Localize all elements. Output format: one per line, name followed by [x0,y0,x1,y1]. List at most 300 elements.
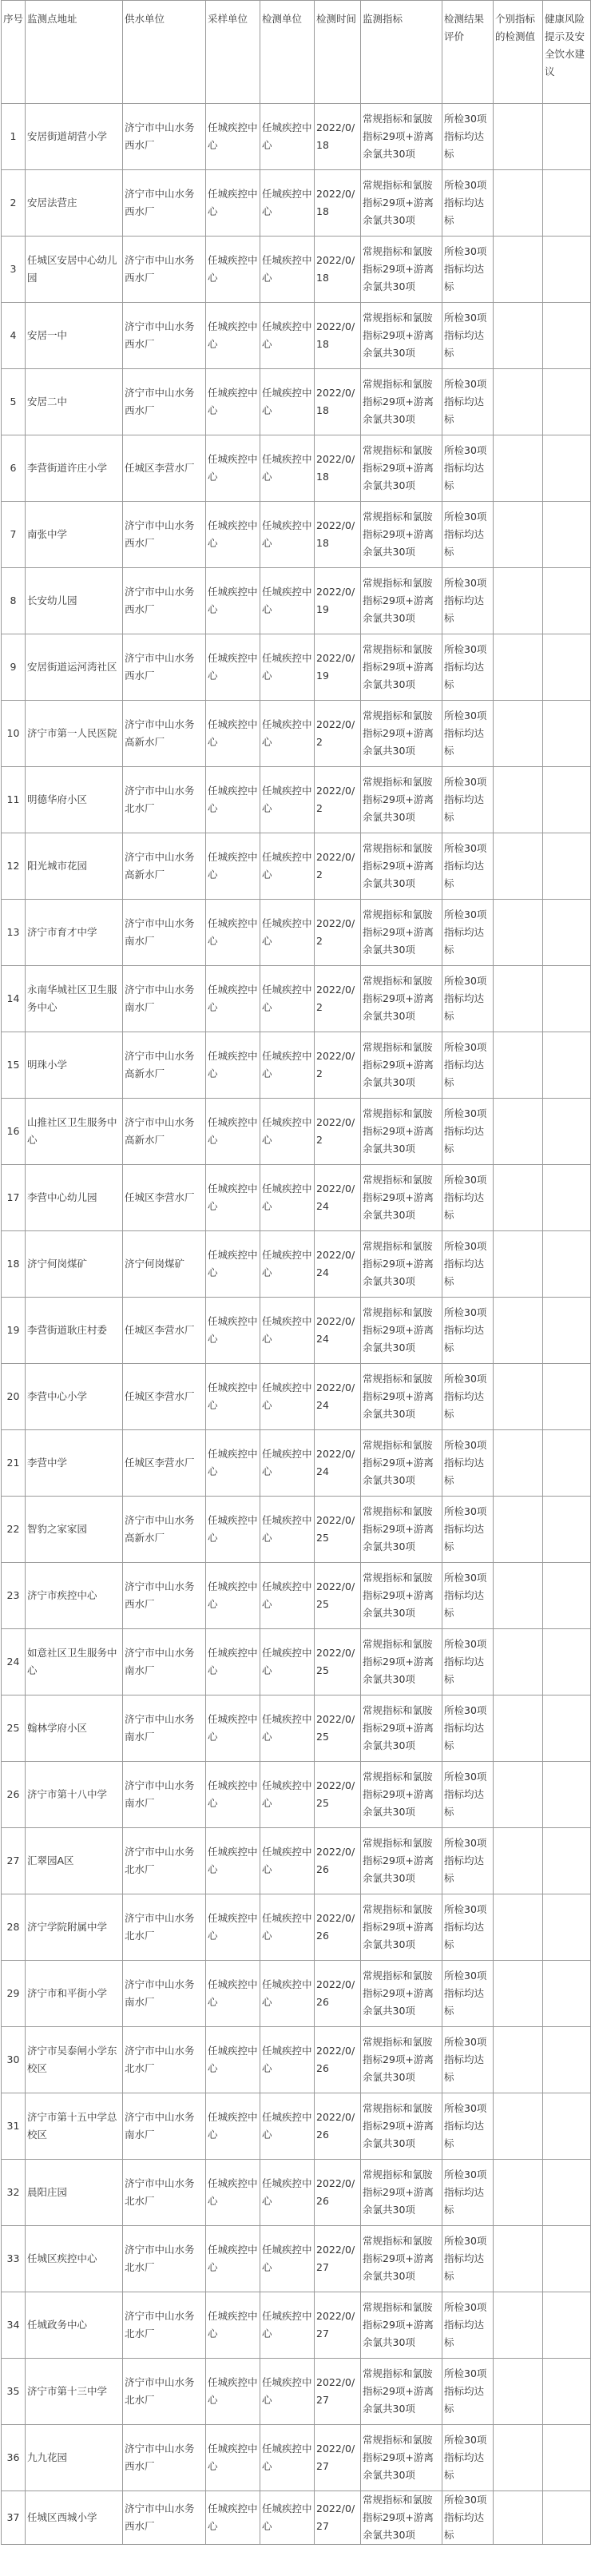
test-date-cell: 2022/0/27 [315,2491,361,2545]
test-date-cell: 2022/0/18 [315,435,361,502]
row-number-cell: 17 [2,1165,26,1231]
health-advice-cell [543,369,591,435]
health-advice-cell [543,1298,591,1364]
site-address-cell: 任城区安居中心幼儿园 [26,237,123,303]
test-date-cell: 2022/0/19 [315,634,361,701]
test-date-cell: 2022/0/2 [315,1032,361,1099]
result-evaluation-cell: 所检30项指标均达标 [442,2093,494,2160]
table-row [2,1762,591,1828]
indicator-cell: 常规指标和氯胺指标29项+游离余氯共30项 [361,1298,442,1364]
testing-unit-cell: 任城疾控中心 [260,1629,315,1695]
water-supplier-cell: 济宁市中山水务西水厂 [123,170,206,237]
test-date-cell: 2022/0/24 [315,1231,361,1298]
water-supplier-cell: 济宁市中山水务北水厂 [123,1828,206,1894]
indicator-value-cell [494,237,543,303]
table-row [2,1430,591,1497]
health-advice-cell [543,966,591,1032]
health-advice-cell [543,701,591,767]
indicator-cell: 常规指标和氯胺指标29项+游离余氯共30项 [361,1231,442,1298]
test-date-cell: 2022/0/24 [315,1298,361,1364]
indicator-cell: 常规指标和氯胺指标29项+游离余氯共30项 [361,237,442,303]
indicator-value-cell [494,170,543,237]
indicator-value-cell [494,1231,543,1298]
indicator-cell: 常规指标和氯胺指标29项+游离余氯共30项 [361,1364,442,1430]
indicator-cell: 常规指标和氯胺指标29项+游离余氯共30项 [361,1828,442,1894]
indicator-cell: 常规指标和氯胺指标29项+游离余氯共30项 [361,1563,442,1629]
test-date-cell: 2022/0/18 [315,369,361,435]
test-date-cell: 2022/0/25 [315,1762,361,1828]
sampling-unit-cell: 任城疾控中心 [206,369,260,435]
table-row [2,2359,591,2425]
testing-unit-cell: 任城疾控中心 [260,1364,315,1430]
indicator-value-cell [494,2160,543,2226]
test-date-cell: 2022/0/25 [315,1629,361,1695]
health-advice-cell [543,104,591,170]
indicator-cell: 常规指标和氯胺指标29项+游离余氯共30项 [361,1430,442,1497]
sampling-unit-cell: 任城疾控中心 [206,2093,260,2160]
result-evaluation-cell: 所检30项指标均达标 [442,104,494,170]
health-advice-cell [543,634,591,701]
site-address-cell: 翰林学府小区 [26,1695,123,1762]
health-advice-cell [543,1961,591,2027]
water-supplier-cell: 济宁市中山水务北水厂 [123,2160,206,2226]
site-address-cell: 长安幼儿园 [26,568,123,634]
header-cell: 检测单位 [260,1,315,104]
testing-unit-cell: 任城疾控中心 [260,833,315,900]
table-row [2,767,591,833]
testing-unit-cell: 任城疾控中心 [260,634,315,701]
water-supplier-cell: 任城区李营水厂 [123,1364,206,1430]
water-supplier-cell: 任城区李营水厂 [123,1430,206,1497]
result-evaluation-cell: 所检30项指标均达标 [442,1298,494,1364]
water-supplier-cell: 济宁市中山水务北水厂 [123,2027,206,2093]
test-date-cell: 2022/0/24 [315,1430,361,1497]
table-row [2,1231,591,1298]
water-supplier-cell: 济宁市中山水务南水厂 [123,1695,206,1762]
site-address-cell: 安居街道运河湾社区 [26,634,123,701]
test-date-cell: 2022/0/18 [315,303,361,369]
health-advice-cell [543,2027,591,2093]
indicator-cell: 常规指标和氯胺指标29项+游离余氯共30项 [361,833,442,900]
indicator-cell: 常规指标和氯胺指标29项+游离余氯共30项 [361,2093,442,2160]
health-advice-cell [543,2226,591,2292]
health-advice-cell [543,1828,591,1894]
result-evaluation-cell: 所检30项指标均达标 [442,170,494,237]
testing-unit-cell: 任城疾控中心 [260,966,315,1032]
site-address-cell: 明德华府小区 [26,767,123,833]
testing-unit-cell: 任城疾控中心 [260,1762,315,1828]
health-advice-cell [543,1231,591,1298]
site-address-cell: 李营中心小学 [26,1364,123,1430]
water-supplier-cell: 济宁市中山水务南水厂 [123,966,206,1032]
table-row [2,435,591,502]
site-address-cell: 智豹之家家园 [26,1497,123,1563]
testing-unit-cell: 任城疾控中心 [260,568,315,634]
result-evaluation-cell: 所检30项指标均达标 [442,966,494,1032]
result-evaluation-cell: 所检30项指标均达标 [442,237,494,303]
indicator-cell: 常规指标和氯胺指标29项+游离余氯共30项 [361,502,442,568]
indicator-cell: 常规指标和氯胺指标29项+游离余氯共30项 [361,1165,442,1231]
health-advice-cell [543,1364,591,1430]
table-row [2,2292,591,2359]
sampling-unit-cell: 任城疾控中心 [206,1894,260,1961]
testing-unit-cell: 任城疾控中心 [260,1828,315,1894]
row-number-cell: 15 [2,1032,26,1099]
test-date-cell: 2022/0/27 [315,2359,361,2425]
test-date-cell: 2022/0/2 [315,966,361,1032]
testing-unit-cell: 任城疾控中心 [260,237,315,303]
row-number-cell: 8 [2,568,26,634]
health-advice-cell [543,1563,591,1629]
test-date-cell: 2022/0/26 [315,2027,361,2093]
indicator-cell: 常规指标和氯胺指标29项+游离余氯共30项 [361,170,442,237]
site-address-cell: 安居法营庄 [26,170,123,237]
test-date-cell: 2022/0/26 [315,1894,361,1961]
testing-unit-cell: 任城疾控中心 [260,701,315,767]
indicator-value-cell [494,435,543,502]
row-number-cell: 12 [2,833,26,900]
row-number-cell: 22 [2,1497,26,1563]
testing-unit-cell: 任城疾控中心 [260,2027,315,2093]
site-address-cell: 晨阳庄园 [26,2160,123,2226]
table-row [2,2027,591,2093]
table-row [2,237,591,303]
row-number-cell: 37 [2,2491,26,2545]
water-supplier-cell: 济宁市中山水务西水厂 [123,237,206,303]
row-number-cell: 11 [2,767,26,833]
health-advice-cell [543,2292,591,2359]
result-evaluation-cell: 所检30项指标均达标 [442,1497,494,1563]
indicator-cell: 常规指标和氯胺指标29项+游离余氯共30项 [361,2226,442,2292]
testing-unit-cell: 任城疾控中心 [260,1298,315,1364]
test-date-cell: 2022/0/24 [315,1165,361,1231]
sampling-unit-cell: 任城疾控中心 [206,2160,260,2226]
header-cell: 序号 [2,1,26,104]
table-row [2,1563,591,1629]
indicator-value-cell [494,634,543,701]
testing-unit-cell: 任城疾控中心 [260,1032,315,1099]
sampling-unit-cell: 任城疾控中心 [206,1762,260,1828]
result-evaluation-cell: 所检30项指标均达标 [442,833,494,900]
table-row [2,1961,591,2027]
testing-unit-cell: 任城疾控中心 [260,170,315,237]
indicator-cell: 常规指标和氯胺指标29项+游离余氯共30项 [361,104,442,170]
site-address-cell: 如意社区卫生服务中心 [26,1629,123,1695]
water-supplier-cell: 济宁市中山水务西水厂 [123,2425,206,2491]
indicator-cell: 常规指标和氯胺指标29项+游离余氯共30项 [361,767,442,833]
row-number-cell: 32 [2,2160,26,2226]
test-date-cell: 2022/0/25 [315,1695,361,1762]
site-address-cell: 汇翠园A区 [26,1828,123,1894]
test-date-cell: 2022/0/25 [315,1497,361,1563]
health-advice-cell [543,1695,591,1762]
sampling-unit-cell: 任城疾控中心 [206,502,260,568]
result-evaluation-cell: 所检30项指标均达标 [442,634,494,701]
indicator-value-cell [494,2093,543,2160]
site-address-cell: 任城区西城小学 [26,2491,123,2545]
result-evaluation-cell: 所检30项指标均达标 [442,701,494,767]
health-advice-cell [543,1629,591,1695]
test-date-cell: 2022/0/2 [315,833,361,900]
sampling-unit-cell: 任城疾控中心 [206,104,260,170]
testing-unit-cell: 任城疾控中心 [260,303,315,369]
test-date-cell: 2022/0/27 [315,2226,361,2292]
indicator-value-cell [494,1762,543,1828]
water-supplier-cell: 济宁市中山水务高新水厂 [123,1032,206,1099]
row-number-cell: 10 [2,701,26,767]
sampling-unit-cell: 任城疾控中心 [206,1629,260,1695]
indicator-cell: 常规指标和氯胺指标29项+游离余氯共30项 [361,2425,442,2491]
health-advice-cell [543,1032,591,1099]
indicator-cell: 常规指标和氯胺指标29项+游离余氯共30项 [361,2160,442,2226]
testing-unit-cell: 任城疾控中心 [260,435,315,502]
site-address-cell: 李营街道许庄小学 [26,435,123,502]
testing-unit-cell: 任城疾控中心 [260,900,315,966]
indicator-value-cell [494,833,543,900]
sampling-unit-cell: 任城疾控中心 [206,1165,260,1231]
table-row [2,1099,591,1165]
health-advice-cell [543,1497,591,1563]
result-evaluation-cell: 所检30项指标均达标 [442,2359,494,2425]
site-address-cell: 济宁学院附属中学 [26,1894,123,1961]
water-supplier-cell: 济宁市中山水务西水厂 [123,634,206,701]
result-evaluation-cell: 所检30项指标均达标 [442,2491,494,2545]
indicator-value-cell [494,2027,543,2093]
row-number-cell: 14 [2,966,26,1032]
health-advice-cell [543,303,591,369]
water-supplier-cell: 济宁市中山水务西水厂 [123,104,206,170]
sampling-unit-cell: 任城疾控中心 [206,833,260,900]
table-row [2,369,591,435]
indicator-value-cell [494,1165,543,1231]
result-evaluation-cell: 所检30项指标均达标 [442,2160,494,2226]
test-date-cell: 2022/0/2 [315,701,361,767]
health-advice-cell [543,2093,591,2160]
table-row [2,634,591,701]
indicator-value-cell [494,1828,543,1894]
test-date-cell: 2022/0/25 [315,1563,361,1629]
indicator-cell: 常规指标和氯胺指标29项+游离余氯共30项 [361,303,442,369]
indicator-value-cell [494,568,543,634]
result-evaluation-cell: 所检30项指标均达标 [442,1762,494,1828]
indicator-cell: 常规指标和氯胺指标29项+游离余氯共30项 [361,900,442,966]
indicator-value-cell [494,2292,543,2359]
sampling-unit-cell: 任城疾控中心 [206,1497,260,1563]
health-advice-cell [543,2491,591,2545]
sampling-unit-cell: 任城疾控中心 [206,2425,260,2491]
health-advice-cell [543,1099,591,1165]
testing-unit-cell: 任城疾控中心 [260,1695,315,1762]
health-advice-cell [543,2160,591,2226]
indicator-value-cell [494,1961,543,2027]
site-address-cell: 济宁何岗煤矿 [26,1231,123,1298]
result-evaluation-cell: 所检30项指标均达标 [442,369,494,435]
water-supplier-cell: 济宁市中山水务北水厂 [123,2292,206,2359]
result-evaluation-cell: 所检30项指标均达标 [442,1695,494,1762]
site-address-cell: 济宁市和平街小学 [26,1961,123,2027]
site-address-cell: 济宁市第十八中学 [26,1762,123,1828]
row-number-cell: 16 [2,1099,26,1165]
water-supplier-cell: 济宁市中山水务西水厂 [123,1563,206,1629]
site-address-cell: 济宁市吴泰闸小学东校区 [26,2027,123,2093]
test-date-cell: 2022/0/2 [315,767,361,833]
water-supplier-cell: 济宁市中山水务西水厂 [123,369,206,435]
test-date-cell: 2022/0/18 [315,170,361,237]
sampling-unit-cell: 任城疾控中心 [206,1231,260,1298]
site-address-cell: 李营中心幼儿园 [26,1165,123,1231]
indicator-cell: 常规指标和氯胺指标29项+游离余氯共30项 [361,1762,442,1828]
sampling-unit-cell: 任城疾控中心 [206,568,260,634]
result-evaluation-cell: 所检30项指标均达标 [442,2226,494,2292]
testing-unit-cell: 任城疾控中心 [260,2359,315,2425]
result-evaluation-cell: 所检30项指标均达标 [442,502,494,568]
indicator-value-cell [494,966,543,1032]
table-row [2,303,591,369]
table-row [2,1298,591,1364]
indicator-cell: 常规指标和氯胺指标29项+游离余氯共30项 [361,2027,442,2093]
indicator-value-cell [494,2425,543,2491]
indicator-value-cell [494,1629,543,1695]
testing-unit-cell: 任城疾控中心 [260,2425,315,2491]
site-address-cell: 李营街道耿庄村委 [26,1298,123,1364]
water-supplier-cell: 济宁市中山水务南水厂 [123,1629,206,1695]
indicator-value-cell [494,2226,543,2292]
water-supplier-cell: 济宁市中山水务南水厂 [123,1762,206,1828]
health-advice-cell [543,435,591,502]
row-number-cell: 25 [2,1695,26,1762]
site-address-cell: 济宁市疾控中心 [26,1563,123,1629]
testing-unit-cell: 任城疾控中心 [260,2491,315,2545]
water-supplier-cell: 济宁市中山水务北水厂 [123,1894,206,1961]
row-number-cell: 5 [2,369,26,435]
water-supplier-cell: 济宁市中山水务南水厂 [123,2093,206,2160]
row-number-cell: 34 [2,2292,26,2359]
row-number-cell: 24 [2,1629,26,1695]
row-number-cell: 30 [2,2027,26,2093]
sampling-unit-cell: 任城疾控中心 [206,1430,260,1497]
test-date-cell: 2022/0/26 [315,2160,361,2226]
site-address-cell: 阳光城市花园 [26,833,123,900]
row-number-cell: 7 [2,502,26,568]
water-supplier-cell: 济宁市中山水务高新水厂 [123,1099,206,1165]
water-supplier-cell: 任城区李营水厂 [123,1165,206,1231]
site-address-cell: 济宁市第十五中学总校区 [26,2093,123,2160]
testing-unit-cell: 任城疾控中心 [260,369,315,435]
result-evaluation-cell: 所检30项指标均达标 [442,1563,494,1629]
row-number-cell: 18 [2,1231,26,1298]
water-supplier-cell: 济宁市中山水务南水厂 [123,900,206,966]
table-row [2,170,591,237]
water-supplier-cell: 济宁市中山水务高新水厂 [123,1497,206,1563]
sampling-unit-cell: 任城疾控中心 [206,900,260,966]
indicator-cell: 常规指标和氯胺指标29项+游离余氯共30项 [361,634,442,701]
sampling-unit-cell: 任城疾控中心 [206,237,260,303]
sampling-unit-cell: 任城疾控中心 [206,2292,260,2359]
health-advice-cell [543,2359,591,2425]
test-date-cell: 2022/0/24 [315,1364,361,1430]
table-row [2,1695,591,1762]
water-supplier-cell: 任城区李营水厂 [123,435,206,502]
testing-unit-cell: 任城疾控中心 [260,1099,315,1165]
result-evaluation-cell: 所检30项指标均达标 [442,1364,494,1430]
table-row [2,1828,591,1894]
water-supplier-cell: 济宁市中山水务西水厂 [123,568,206,634]
testing-unit-cell: 任城疾控中心 [260,1894,315,1961]
health-advice-cell [543,1762,591,1828]
health-advice-cell [543,833,591,900]
header-cell: 检测结果评价 [442,1,494,104]
sampling-unit-cell: 任城疾控中心 [206,767,260,833]
indicator-cell: 常规指标和氯胺指标29项+游离余氯共30项 [361,966,442,1032]
site-address-cell: 南张中学 [26,502,123,568]
site-address-cell: 任城区疾控中心 [26,2226,123,2292]
header-cell: 检测时间 [315,1,361,104]
indicator-cell: 常规指标和氯胺指标29项+游离余氯共30项 [361,369,442,435]
row-number-cell: 33 [2,2226,26,2292]
test-date-cell: 2022/0/18 [315,502,361,568]
water-supplier-cell: 济宁市中山水务南水厂 [123,1961,206,2027]
sampling-unit-cell: 任城疾控中心 [206,2027,260,2093]
table-row [2,502,591,568]
health-advice-cell [543,170,591,237]
sampling-unit-cell: 任城疾控中心 [206,2491,260,2545]
indicator-value-cell [494,1032,543,1099]
table-row [2,2491,591,2545]
indicator-cell: 常规指标和氯胺指标29项+游离余氯共30项 [361,1961,442,2027]
indicator-cell: 常规指标和氯胺指标29项+游离余氯共30项 [361,568,442,634]
health-advice-cell [543,237,591,303]
row-number-cell: 3 [2,237,26,303]
table-row [2,900,591,966]
row-number-cell: 2 [2,170,26,237]
sampling-unit-cell: 任城疾控中心 [206,1828,260,1894]
health-advice-cell [543,1165,591,1231]
sampling-unit-cell: 任城疾控中心 [206,1563,260,1629]
indicator-value-cell [494,502,543,568]
row-number-cell: 35 [2,2359,26,2425]
indicator-value-cell [494,104,543,170]
testing-unit-cell: 任城疾控中心 [260,767,315,833]
sampling-unit-cell: 任城疾控中心 [206,2359,260,2425]
result-evaluation-cell: 所检30项指标均达标 [442,1828,494,1894]
indicator-cell: 常规指标和氯胺指标29项+游离余氯共30项 [361,1032,442,1099]
test-date-cell: 2022/0/27 [315,2292,361,2359]
table-row [2,1364,591,1430]
indicator-cell: 常规指标和氯胺指标29项+游离余氯共30项 [361,701,442,767]
test-date-cell: 2022/0/18 [315,237,361,303]
sampling-unit-cell: 任城疾控中心 [206,435,260,502]
site-address-cell: 山推社区卫生服务中心 [26,1099,123,1165]
sampling-unit-cell: 任城疾控中心 [206,1032,260,1099]
row-number-cell: 28 [2,1894,26,1961]
testing-unit-cell: 任城疾控中心 [260,104,315,170]
site-address-cell: 安居街道胡营小学 [26,104,123,170]
sampling-unit-cell: 任城疾控中心 [206,2226,260,2292]
water-supplier-cell: 济宁市中山水务北水厂 [123,767,206,833]
indicator-value-cell [494,2359,543,2425]
site-address-cell: 明珠小学 [26,1032,123,1099]
site-address-cell: 安居二中 [26,369,123,435]
table-row [2,2425,591,2491]
testing-unit-cell: 任城疾控中心 [260,2160,315,2226]
indicator-cell: 常规指标和氯胺指标29项+游离余氯共30项 [361,1629,442,1695]
health-advice-cell [543,1430,591,1497]
indicator-value-cell [494,900,543,966]
water-supplier-cell: 济宁市中山水务西水厂 [123,502,206,568]
row-number-cell: 36 [2,2425,26,2491]
site-address-cell: 济宁市第十三中学 [26,2359,123,2425]
table-row [2,833,591,900]
